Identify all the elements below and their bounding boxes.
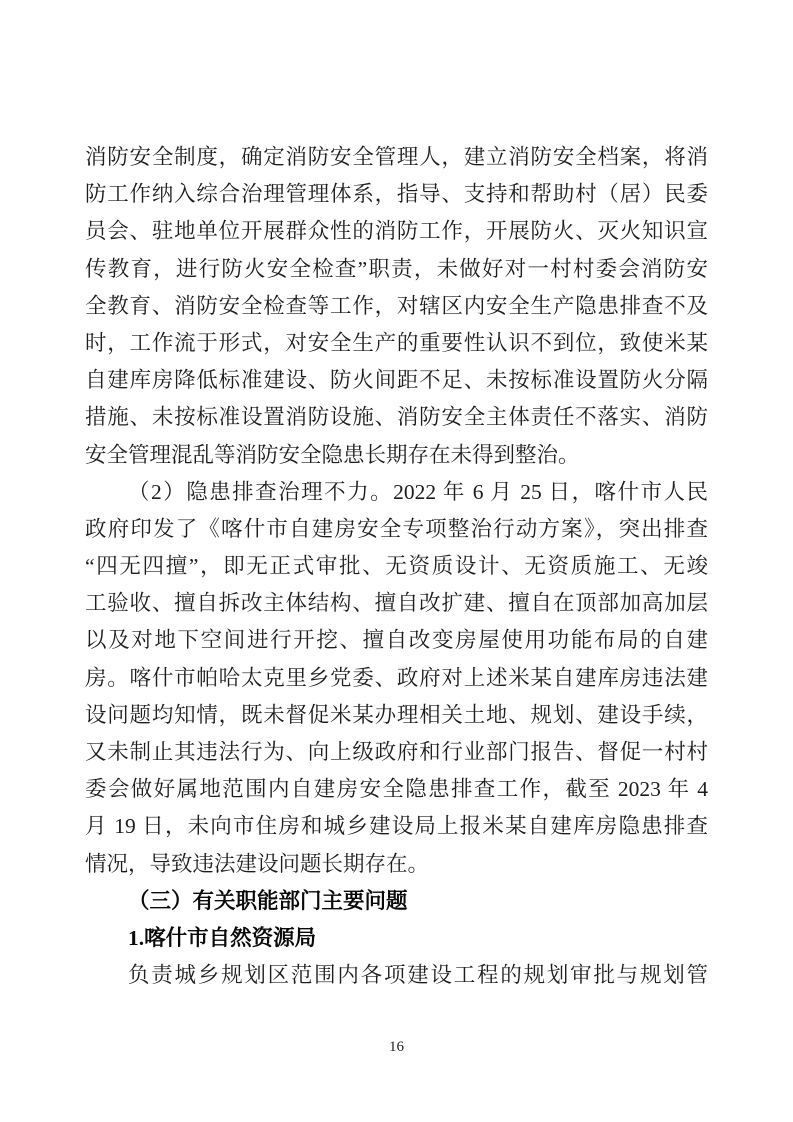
paragraph-line: 自建库房降低标准建设、防火间距不足、未按标准设置防火分隔 xyxy=(85,368,708,393)
paragraph-line: 委会做好属地范围内自建房安全隐患排查工作，截至 2023 年 4 xyxy=(85,777,708,802)
paragraph-line: 情况，导致违法建设问题长期存在。 xyxy=(85,851,430,876)
paragraph-line: 设问题均知情，既未督促米某办理相关土地、规划、建设手续， xyxy=(85,702,708,727)
paragraph-line: 又未制止其违法行为、向上级政府和行业部门报告、督促一村村 xyxy=(85,740,708,764)
paragraph-line: 消防安全制度，确定消防安全管理人，建立消防安全档案，将消 xyxy=(85,145,708,169)
paragraph-line: （2）隐患排查治理不力。2022 年 6 月 25 日，喀什市人民 xyxy=(128,479,708,504)
paragraph-line: 防工作纳入综合治理管理体系，指导、支持和帮助村（居）民委 xyxy=(85,182,708,207)
paragraph-line: 工验收、擅自拆改主体结构、擅自改扩建、擅自在顶部加高加层 xyxy=(85,591,708,616)
page-number: 16 xyxy=(389,1039,404,1055)
paragraph-line: 月 19 日，未向市住房和城乡建设局上报米某自建库房隐患排查 xyxy=(85,814,708,839)
paragraph-line: 以及对地下空间进行开挖、擅自改变房屋使用功能布局的自建 xyxy=(85,628,708,653)
paragraph-line: 全教育、消防安全检查等工作，对辖区内安全生产隐患排查不及 xyxy=(85,293,708,318)
paragraph-line: 时，工作流于形式，对安全生产的重要性认识不到位，致使米某 xyxy=(85,330,708,355)
paragraph-line: 措施、未按标准设置消防设施、消防安全主体责任不落实、消防 xyxy=(85,405,708,430)
paragraph-line: “四无四擅”，即无正式审批、无资质设计、无资质施工、无竣 xyxy=(85,554,708,579)
section-heading: （三）有关职能部门主要问题 xyxy=(128,888,408,913)
text-block xyxy=(85,139,708,994)
paragraph-line: 负责城乡规划区范围内各项建设工程的规划审批与规划管 xyxy=(128,963,708,988)
paragraph-line: 政府印发了《喀什市自建房安全专项整治行动方案》，突出排查 xyxy=(85,516,708,541)
paragraph-line: 房。喀什市帕哈太克里乡党委、政府对上述米某自建库房违法建 xyxy=(85,665,708,690)
paragraph-line: 传教育，进行防火安全检查”职责，未做好对一村村委会消防安 xyxy=(85,256,708,281)
paragraph-line: 安全管理混乱等消防安全隐患长期存在未得到整治。 xyxy=(85,442,580,467)
subsection-heading: 1.喀什市自然资源局 xyxy=(128,925,317,950)
paragraph-line: 员会、驻地单位开展群众性的消防工作，开展防火、灭火知识宣 xyxy=(85,219,708,244)
